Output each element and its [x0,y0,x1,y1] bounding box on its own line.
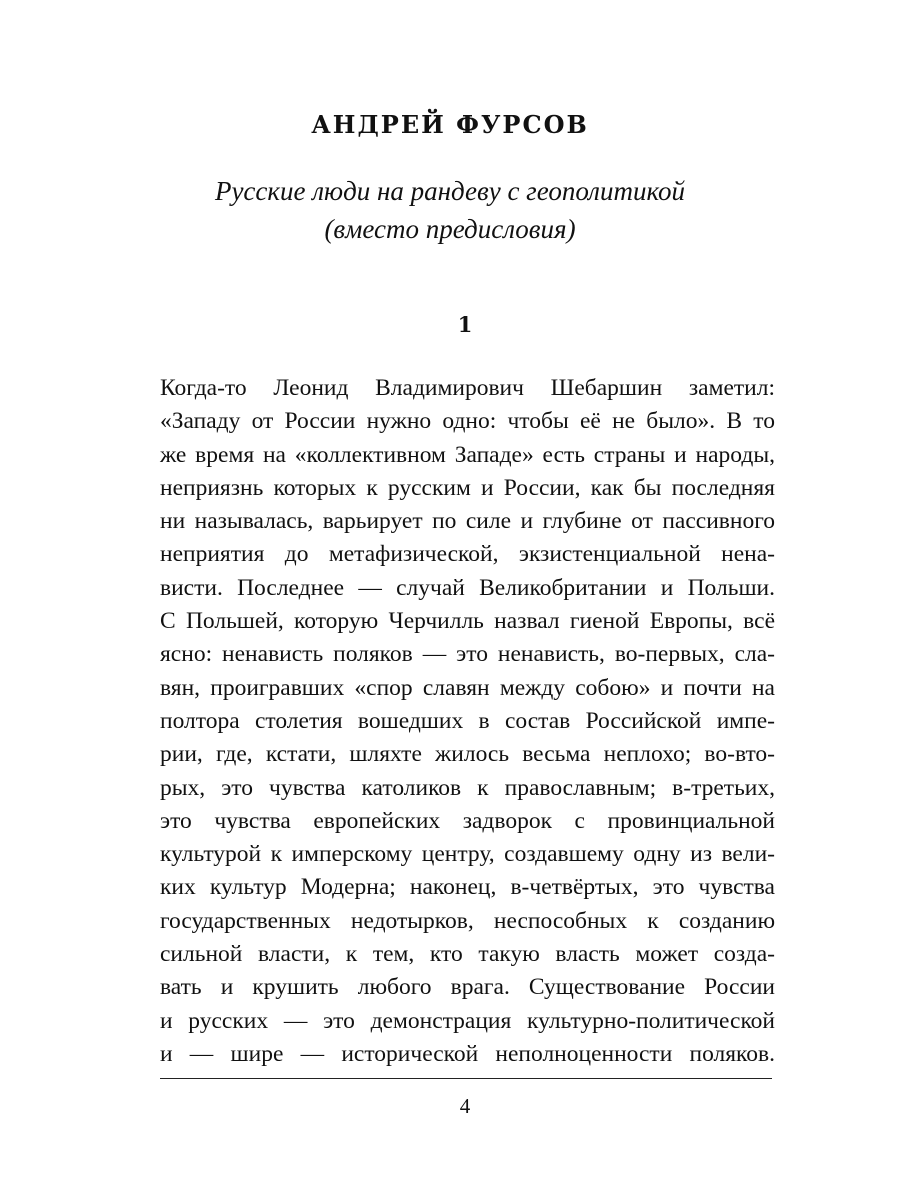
body-line: и — шире — исторической неполноценности поляков. [160,1040,775,1067]
body-line: вать и крушить любого врага. Существование России [160,974,775,1001]
chapter-subtitle [0,172,900,248]
body-line: культурой к имперскому центру, создавшему одну из вели- [160,841,775,868]
body-line: Когда-то Леонид Владимирович Шебаршин заметил: [160,375,775,401]
body-line: вян, проигравших «спор славян между собою» и почти на [160,674,775,701]
author-name: АНДРЕЙ ФУРСОВ [311,110,589,139]
body-line: висти. Последнее — случай Великобритании и Польши. [160,574,775,601]
section-number: 1 [457,312,473,337]
body-line: рых, это чувства католиков к православным; в-третьих, [160,774,775,801]
body-line: неприязнь которых к русским и России, как бы последняя [160,474,775,501]
body-line: государственных недотырков, неспособных к созданию [160,907,775,934]
body-line: ких культур Модерна; наконец, в-четвёртых, это чувства [160,874,775,901]
body-line: полтора столетия вошедших в состав Российской импе- [160,707,775,734]
body-paragraph [160,372,775,1071]
footnote-divider [160,1078,772,1079]
body-line: и русских — это демонстрация культурно-политической [160,1007,775,1034]
subtitle-line-2: (вместо предисловия) [324,214,576,244]
body-line: ни называлась, варьирует по силе и глубине от пассивного [160,508,775,535]
body-line: неприятия до метафизической, экзистенциальной нена- [160,541,775,568]
body-line: «Западу от России нужно одно: чтобы её не было». В то [160,408,775,435]
body-line: сильной власти, к тем, кто такую власть может созда- [160,941,775,968]
page-number: 4 [459,1094,471,1118]
body-line: ясно: ненависть поляков — это ненависть, во-первых, сла- [160,641,775,668]
body-line: же время на «коллективном Западе» есть страны и народы, [160,441,775,468]
body-line: рии, где, кстати, шляхте жилось весьма неплохо; во-вто- [160,741,775,768]
body-line: это чувства европейских задворок с провинциальной [160,807,775,834]
body-line: С Польшей, которую Черчилль назвал гиеной Европы, всё [160,608,775,635]
subtitle-line-1: Русские люди на рандеву с геополитикой [214,176,686,206]
